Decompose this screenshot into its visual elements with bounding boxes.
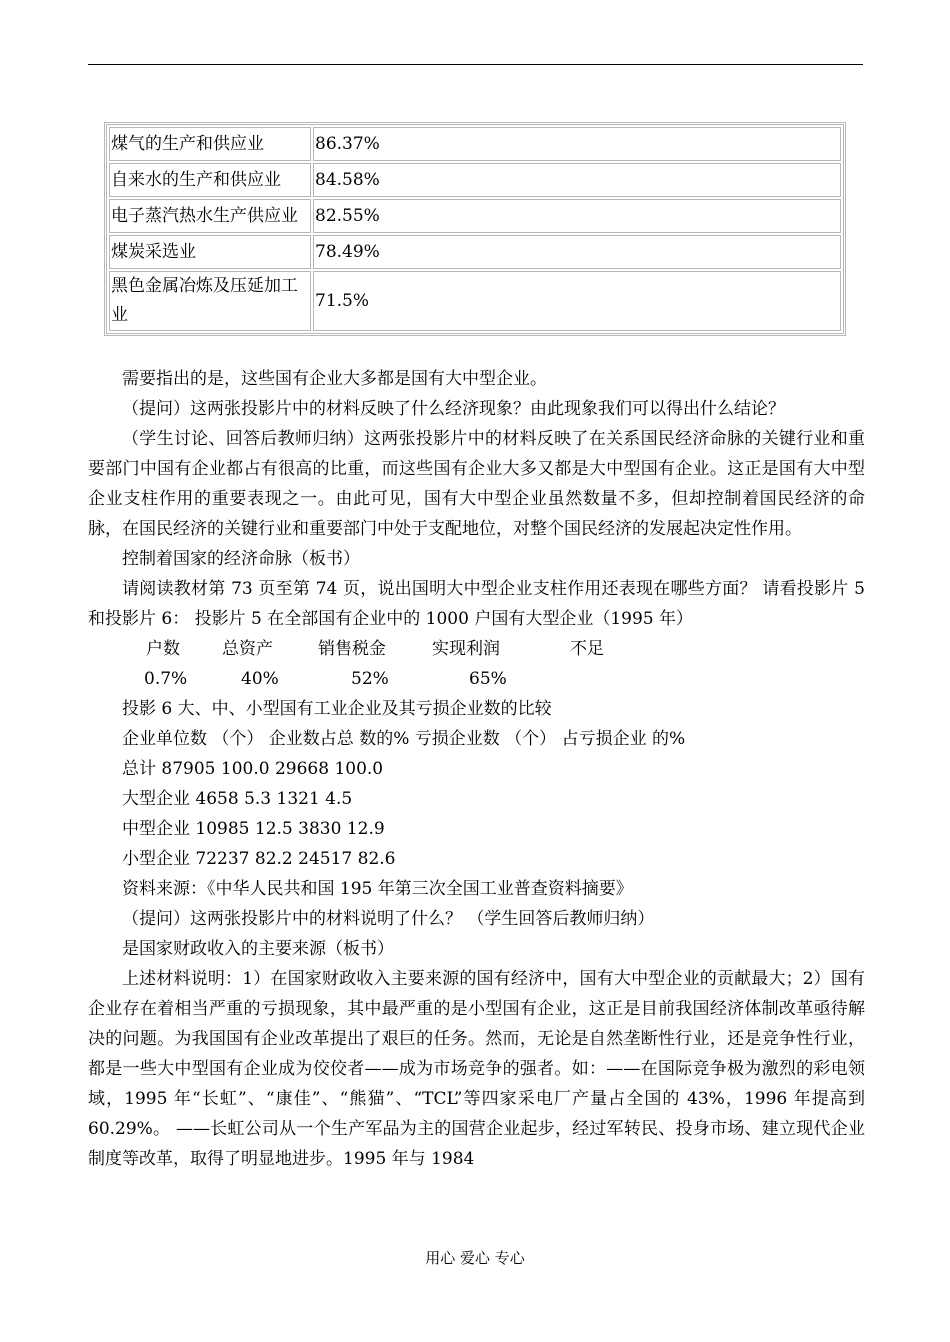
paragraph: 需要指出的是，这些国有企业大多都是国有大中型企业。 — [122, 369, 547, 389]
table-row — [109, 127, 841, 161]
slide5-value: 52% — [351, 669, 389, 689]
slide6-header: 企业单位数 （个） 企业数占总 数的% 亏损企业数 （个） 占亏损企业 的% — [122, 729, 686, 749]
table-row — [109, 235, 841, 269]
share-cell: 82.55% — [313, 199, 841, 233]
slide5-value: 65% — [469, 669, 507, 689]
paragraph: 上述材料说明：1）在国家财政收入主要来源的国有经济中，国有大中型企业的贡献最大；2）国有企业存在着相当严重的亏损现象，其中最严重的是小型国有企业，这正是目前我国经济体制改革亟待解决的问题。为我国国有企业改革提出了艰巨的任务。然而，无论是自然垄断性行业，还是竞争性行业，都是一些大中型国有企业成为佼佼者——成为市场竞争的强者。如：——在国际竞争极为激烈的彩电领域，1995 年“长虹”、“康佳”、“熊猫”、“TCL”等四家采电厂产量占全国的 43%，1996 年提高到 60.29%。 ——长虹公司从一个生产军品为主的国营企业起步，经过军转民、投身市场、建立现代企业制度等改革，取得了明显地进步。1995 年与 1984 — [88, 969, 865, 1169]
table-row — [109, 199, 841, 233]
paragraph: （学生讨论、回答后教师归纳）这两张投影片中的材料反映了在关系国民经济命脉的关键行业和重要部门中国有企业都占有很高的比重，而这些国有企业大多又都是大中型国有企业。这正是国有大中型企业支柱作用的重要表现之一。由此可见，国有大中型企业虽然数量不多，但却控制着国民经济的命脉，在国民经济的关键行业和重要部门中处于支配地位，对整个国民经济的发展起决定性作用。 — [88, 429, 865, 539]
industry-cell: 煤气的生产和供应业 — [109, 127, 311, 161]
paragraph: 投影 6 大、中、小型国有工业企业及其亏损企业数的比较 — [122, 699, 552, 719]
slide5-values — [88, 664, 865, 694]
table-row — [109, 163, 841, 197]
page-footer: 用心 爱心 专心 — [425, 1249, 525, 1267]
header-rule — [88, 64, 863, 65]
source-note: 资料来源：《中华人民共和国 195 年第三次全国工业普查资料摘要》 — [122, 879, 633, 899]
industry-cell: 黑色金属冶炼及压延加工业 — [109, 271, 311, 331]
industry-cell: 煤炭采选业 — [109, 235, 311, 269]
slide6-row: 总计 87905 100.0 29668 100.0 — [122, 759, 384, 779]
share-cell: 86.37% — [313, 127, 841, 161]
board-note: 控制着国家的经济命脉（板书） — [122, 549, 360, 569]
body-text — [88, 364, 865, 1174]
slide5-headers — [88, 634, 865, 664]
industry-share-table — [104, 122, 846, 336]
slide5-header: 销售税金 — [318, 639, 386, 659]
board-note: 是国家财政收入的主要来源（板书） — [122, 939, 394, 959]
slide5-value: 40% — [241, 669, 279, 689]
slide6-row: 中型企业 10985 12.5 3830 12.9 — [122, 819, 385, 839]
share-cell: 78.49% — [313, 235, 841, 269]
slide6-row: 大型企业 4658 5.3 1321 4.5 — [122, 789, 353, 809]
share-cell: 71.5% — [313, 271, 841, 331]
slide5-header: 户数 — [146, 639, 180, 659]
share-cell: 84.58% — [313, 163, 841, 197]
slide6-row: 小型企业 72237 82.2 24517 82.6 — [122, 849, 396, 869]
paragraph: 请阅读教材第 73 页至第 74 页，说出国明大中型企业支柱作用还表现在哪些方面？ 请看投影片 5 和投影片 6： 投影片 5 在全部国有企业中的 1000 户国有大型企业（1995 年） — [88, 579, 865, 629]
slide5-header: 不足 — [570, 639, 604, 659]
slide5-header: 实现利润 — [432, 639, 500, 659]
slide5-header: 总资产 — [222, 639, 273, 659]
slide5-value: 0.7% — [144, 669, 188, 689]
paragraph: （提问）这两张投影片中的材料反映了什么经济现象？由此现象我们可以得出什么结论？ — [122, 399, 785, 419]
industry-cell: 自来水的生产和供应业 — [109, 163, 311, 197]
paragraph: （提问）这两张投影片中的材料说明了什么？ （学生回答后教师归纳） — [122, 909, 655, 929]
industry-cell: 电子蒸汽热水生产供应业 — [109, 199, 311, 233]
table-row — [109, 271, 841, 331]
